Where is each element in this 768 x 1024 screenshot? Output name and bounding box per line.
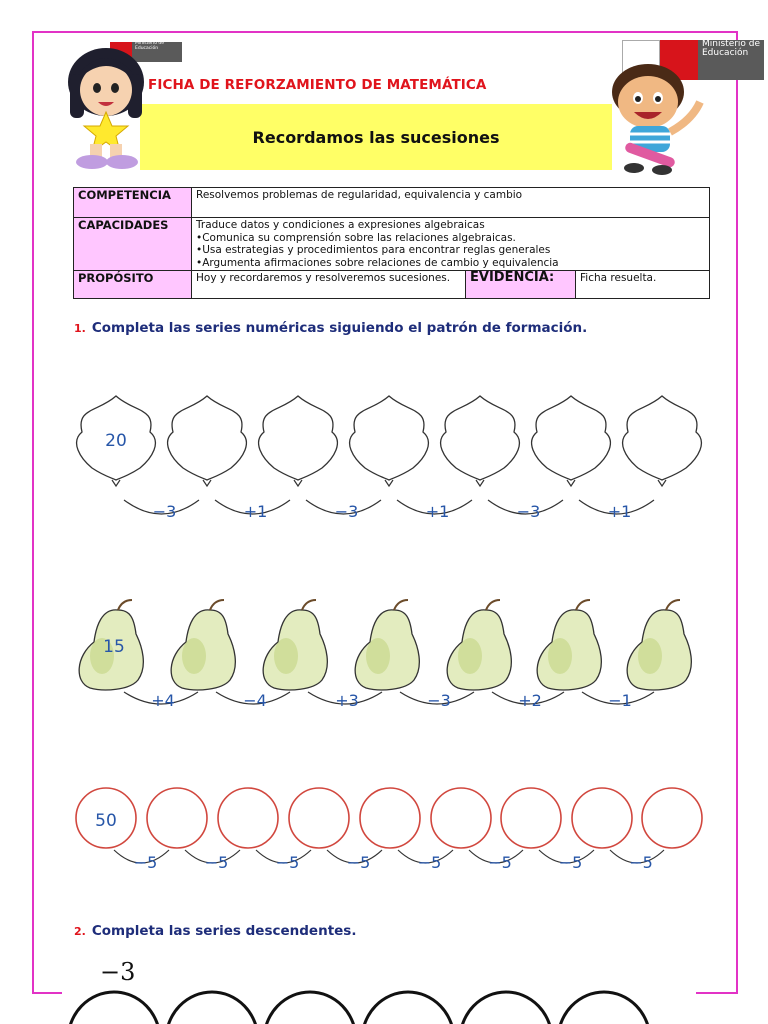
circle-start-number: 50 — [95, 811, 117, 831]
info-table — [73, 187, 710, 299]
ministerio-logo-right-text: Ministerio de Educación — [702, 39, 761, 59]
number-circle — [218, 788, 278, 848]
pear-highlight — [274, 638, 298, 674]
leaf-shape — [168, 396, 247, 480]
number-circle — [501, 788, 561, 848]
descending-series — [0, 984, 768, 1024]
pear-highlight — [638, 638, 662, 674]
pear-step-label: −1 — [608, 691, 632, 710]
capacidades-line: Traduce datos y condiciones a expresiones algebraicas — [196, 219, 485, 231]
question-1-text: Completa las series numéricas siguiendo el patrón de formación. — [91, 320, 588, 336]
descending-circle — [460, 992, 552, 1024]
leaf-step-label: +1 — [425, 502, 450, 521]
pear-highlight — [366, 638, 390, 674]
pear-start-number: 15 — [103, 637, 125, 657]
pear-stem — [210, 600, 224, 610]
evidencia-value: Ficha resuelta. — [576, 271, 710, 299]
circle-step-label: −5 — [275, 853, 300, 872]
leaf-stem — [112, 480, 120, 486]
competencia-label: COMPETENCIA — [74, 188, 192, 218]
proposito-row — [74, 271, 710, 299]
ficha-title: FICHA DE REFORZAMIENTO DE MATEMÁTICA — [148, 77, 487, 93]
pear-stem — [118, 600, 132, 610]
descending-circle — [264, 992, 356, 1024]
leaf-stem — [294, 480, 302, 486]
leaf-stem — [203, 480, 211, 486]
pear-highlight — [548, 638, 572, 674]
number-circle — [572, 788, 632, 848]
pear-stem — [666, 600, 680, 610]
pear-stem — [576, 600, 590, 610]
leaves-series — [0, 388, 768, 528]
descending-circle — [68, 992, 160, 1024]
leaf-step-label: −3 — [516, 502, 541, 521]
competencia-value: Resolvemos problemas de regularidad, equivalencia y cambio — [192, 188, 710, 218]
leaf-shape — [441, 396, 520, 480]
question-1-number: 1. — [74, 322, 86, 335]
evidencia-label: EVIDENCIA: — [466, 271, 576, 299]
number-circle — [642, 788, 702, 848]
competencia-row — [74, 188, 710, 218]
circle-step-label: −5 — [558, 853, 583, 872]
leaf-shape — [623, 396, 702, 480]
pear-highlight — [458, 638, 482, 674]
circle-step-label: −5 — [488, 853, 512, 872]
subtitle-banner — [140, 104, 612, 170]
pear-step-label: −4 — [243, 691, 267, 710]
pear-stem — [394, 600, 408, 610]
proposito-value: Hoy y recordaremos y resolveremos sucesiones. — [192, 271, 466, 299]
pear-stem — [486, 600, 500, 610]
leaf-shape — [350, 396, 429, 480]
leaf-stem — [476, 480, 484, 486]
circles-series — [0, 786, 768, 886]
number-circle — [147, 788, 207, 848]
capacidades-label: CAPACIDADES — [74, 218, 192, 271]
leaf-step-label: +1 — [607, 502, 632, 521]
circle-step-label: −5 — [629, 853, 653, 872]
descending-circle — [362, 992, 454, 1024]
descending-circle — [558, 992, 650, 1024]
capacidades-row — [74, 218, 710, 271]
girl-illustration — [60, 44, 152, 174]
question-2-number: 2. — [74, 925, 86, 938]
capacidades-line: •Usa estrategias y procedimientos para encontrar reglas generales — [196, 244, 551, 256]
ministerio-logo-left-text: Ministerio de Educación — [135, 41, 165, 51]
circle-step-label: −5 — [133, 853, 158, 872]
leaf-step-label: +1 — [243, 502, 268, 521]
pears-series — [0, 596, 768, 726]
capacidades-line: •Comunica su comprensión sobre las relaciones algebraicas. — [196, 231, 516, 244]
circle-step-label: −5 — [417, 853, 442, 872]
pear-stem — [302, 600, 316, 610]
leaf-step-label: −3 — [334, 502, 359, 521]
capacidades-line: •Argumenta afirmaciones sobre relaciones de cambio y equivalencia — [196, 256, 559, 269]
number-circle — [360, 788, 420, 848]
proposito-label: PROPÓSITO — [74, 271, 192, 299]
leaf-shape — [259, 396, 338, 480]
circle-step-label: −5 — [346, 853, 371, 872]
leaf-stem — [385, 480, 393, 486]
pear-highlight — [182, 638, 206, 674]
pear-step-label: +4 — [151, 691, 175, 710]
descending-circle — [166, 992, 258, 1024]
page-border-top — [32, 31, 738, 33]
leaf-step-label: −3 — [152, 502, 177, 521]
circle-step-label: −5 — [204, 853, 229, 872]
question-1-heading — [74, 320, 587, 336]
page-subtitle: Recordamos las sucesiones — [252, 127, 500, 147]
leaf-shape — [532, 396, 611, 480]
number-circle — [289, 788, 349, 848]
pear-step-label: −3 — [427, 691, 451, 710]
question-2-heading — [74, 923, 356, 939]
boy-illustration — [604, 62, 714, 178]
pear-step-label: +3 — [335, 691, 359, 710]
number-circle — [431, 788, 491, 848]
leaf-stem — [658, 480, 666, 486]
capacidades-value — [192, 218, 710, 271]
pear-step-label: +2 — [518, 691, 542, 710]
leaf-start-number: 20 — [105, 431, 127, 451]
leaf-stem — [567, 480, 575, 486]
question-2-text: Completa las series descendentes. — [91, 923, 357, 939]
descending-step-label: −3 — [100, 958, 136, 986]
